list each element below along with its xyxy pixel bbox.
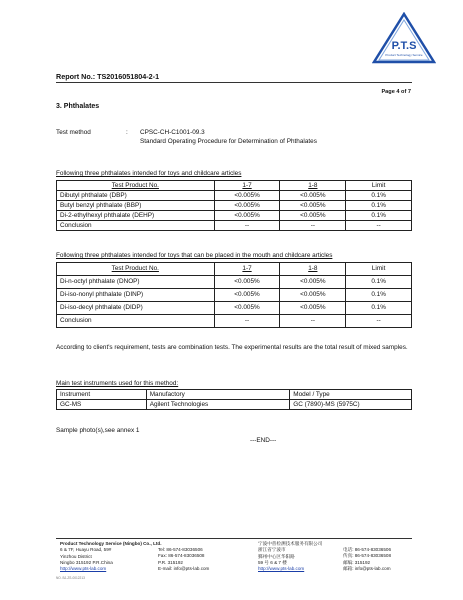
table-cell: 0.1% [346,211,412,221]
table-cell: -- [280,315,346,328]
table-cell: <0.005% [280,302,346,315]
table-header-row [57,263,412,276]
logo-text: P.T.S [391,40,417,52]
test-method-code: CPSC-CH-C1001-09.3 [140,129,205,136]
footer-address-line: Ningbo 315192 P.R.China [60,559,113,565]
footer-fax: Fax: 86-574-83036508 [158,553,205,559]
table-cell: Dibutyl phthalate (DBP) [57,191,215,201]
footer-fax-cn: 传真: 86-574-83036508 [343,553,392,559]
table-cell: 0.1% [346,289,412,302]
footer-company-cn [258,541,322,572]
phthalates-table-2 [56,262,412,328]
table-cell: <0.005% [280,276,346,289]
table-cell: Butyl benzyl phthalate (BBP) [57,201,215,211]
end-mark: ---END--- [250,437,277,444]
table-cell: <0.005% [280,191,346,201]
header-cell: Model / Type [290,390,412,400]
header-cell: 1-7 [214,181,280,191]
footer-company-name-cn: 宁波中普检测技术服务有限公司 [258,541,323,546]
logo-subtext: Product Technology Service [385,53,423,57]
header-cell: 1-8 [280,263,346,276]
table-row [57,289,412,302]
table-cell: 0.1% [346,302,412,315]
test-method-colon: : [126,129,128,136]
header-cell: Limit [346,263,412,276]
header-divider [56,82,412,83]
header-cell: Manufactory [146,390,290,400]
table-cell: Di-n-octyl phthalate (DNOP) [57,276,215,289]
footer-company-name: Product Technology Service (Ningbo) Co., Ltd. [60,541,162,546]
table-cell: <0.005% [214,211,280,221]
page-number: Page 4 of 7 [381,89,411,95]
footer-contact-cn [343,547,391,572]
footer-tel-cn: 电话: 86-574-83036506 [343,547,392,552]
table-row [57,276,412,289]
table-cell: <0.005% [280,201,346,211]
footer-website-link[interactable]: http://www.pts-lab.com [60,566,107,572]
table-cell: <0.005% [280,289,346,302]
table-cell: Di-2-ethylhexyl phthalate (DEHP) [57,211,215,221]
table-cell: Conclusion [57,315,215,328]
table-row [57,201,412,211]
table-row [57,302,412,315]
combination-test-note: According to client's requirement, tests are combination tests. The experimental results are the total result of mixed samples. [56,344,408,351]
table-cell: -- [280,221,346,231]
table-cell: -- [214,315,280,328]
footer-email-cn: 邮箱: info@pts-lab.com [343,565,391,571]
header-cell: Instrument [57,390,147,400]
footer-address-line: Yinzhou District [60,553,92,559]
header-cell: Test Product No. [57,263,215,276]
table-cell: GC (7890)-MS (5975C) [290,400,412,410]
table-header-row [57,390,412,400]
company-logo [372,12,436,64]
header-cell: 1-8 [280,181,346,191]
header-cell: 1-7 [214,263,280,276]
footer-address-line-cn: 浙江省宁波市 [258,547,286,553]
footer-website-link-cn[interactable]: http://www.pts-lab.com [258,566,305,572]
footer-address-line: 6 & 7F, Huayu Road, 59# [60,547,112,553]
footer-address-line-cn: 鄞州中心区华阳路 [258,553,295,559]
table-row [57,315,412,328]
footer-tel: Tel: 86-574-83036506 [158,547,203,552]
table-cell: 0.1% [346,201,412,211]
table-cell: -- [346,221,412,231]
table-header-row [57,181,412,191]
table-cell: <0.005% [214,191,280,201]
table-cell: -- [346,315,412,328]
table-cell: Agilent Technologies [146,400,290,410]
footer-company-en [60,541,162,572]
table-cell: 0.1% [346,191,412,201]
footer-divider [56,538,412,539]
table-cell: <0.005% [214,276,280,289]
header-cell: Limit [346,181,412,191]
test-method-description: Standard Operating Procedure for Determination of Phthalates [140,138,317,145]
table-row [57,191,412,201]
table-cell: Di-iso-nonyl phthalate (DINP) [57,289,215,302]
phthalates-table-1 [56,180,412,231]
form-number: NO. BJ-ZS-0012213 [56,576,85,580]
sample-photo-note: Sample photo(s),see annex 1 [56,427,140,434]
table-row [57,211,412,221]
footer-postcode-cn: 邮编: 315192 [343,559,371,565]
table1-caption: Following three phthalates intended for toys and childcare articles [56,170,242,177]
instruments-table [56,389,412,410]
instruments-caption: Main test instruments used for this method: [56,380,179,387]
table-cell: <0.005% [214,201,280,211]
footer-email: E-mail: info@pts-lab.com [158,565,210,571]
table-cell: Conclusion [57,221,215,231]
table-row [57,221,412,231]
table-row [57,400,412,410]
table-cell: <0.005% [214,302,280,315]
table-cell: 0.1% [346,276,412,289]
footer-address-line-cn: 59 号 6 & 7 楼 [258,559,287,565]
table-cell: <0.005% [280,211,346,221]
header-cell: Test Product No. [57,181,215,191]
table2-caption: Following three phthalates intended for toys that can be placed in the mouth and childcare articles [56,252,333,259]
table-cell: Di-iso-decyl phthalate (DIDP) [57,302,215,315]
table-cell: GC-MS [57,400,147,410]
report-number: Report No.: TS2016051804-2-1 [56,72,160,81]
footer-postcode: P.R. 315192 [158,559,183,565]
footer-contact-en [158,547,209,572]
test-method-label: Test method [56,129,91,136]
table-cell: -- [214,221,280,231]
section-title: 3. Phthalates [56,103,100,110]
table-cell: <0.005% [214,289,280,302]
